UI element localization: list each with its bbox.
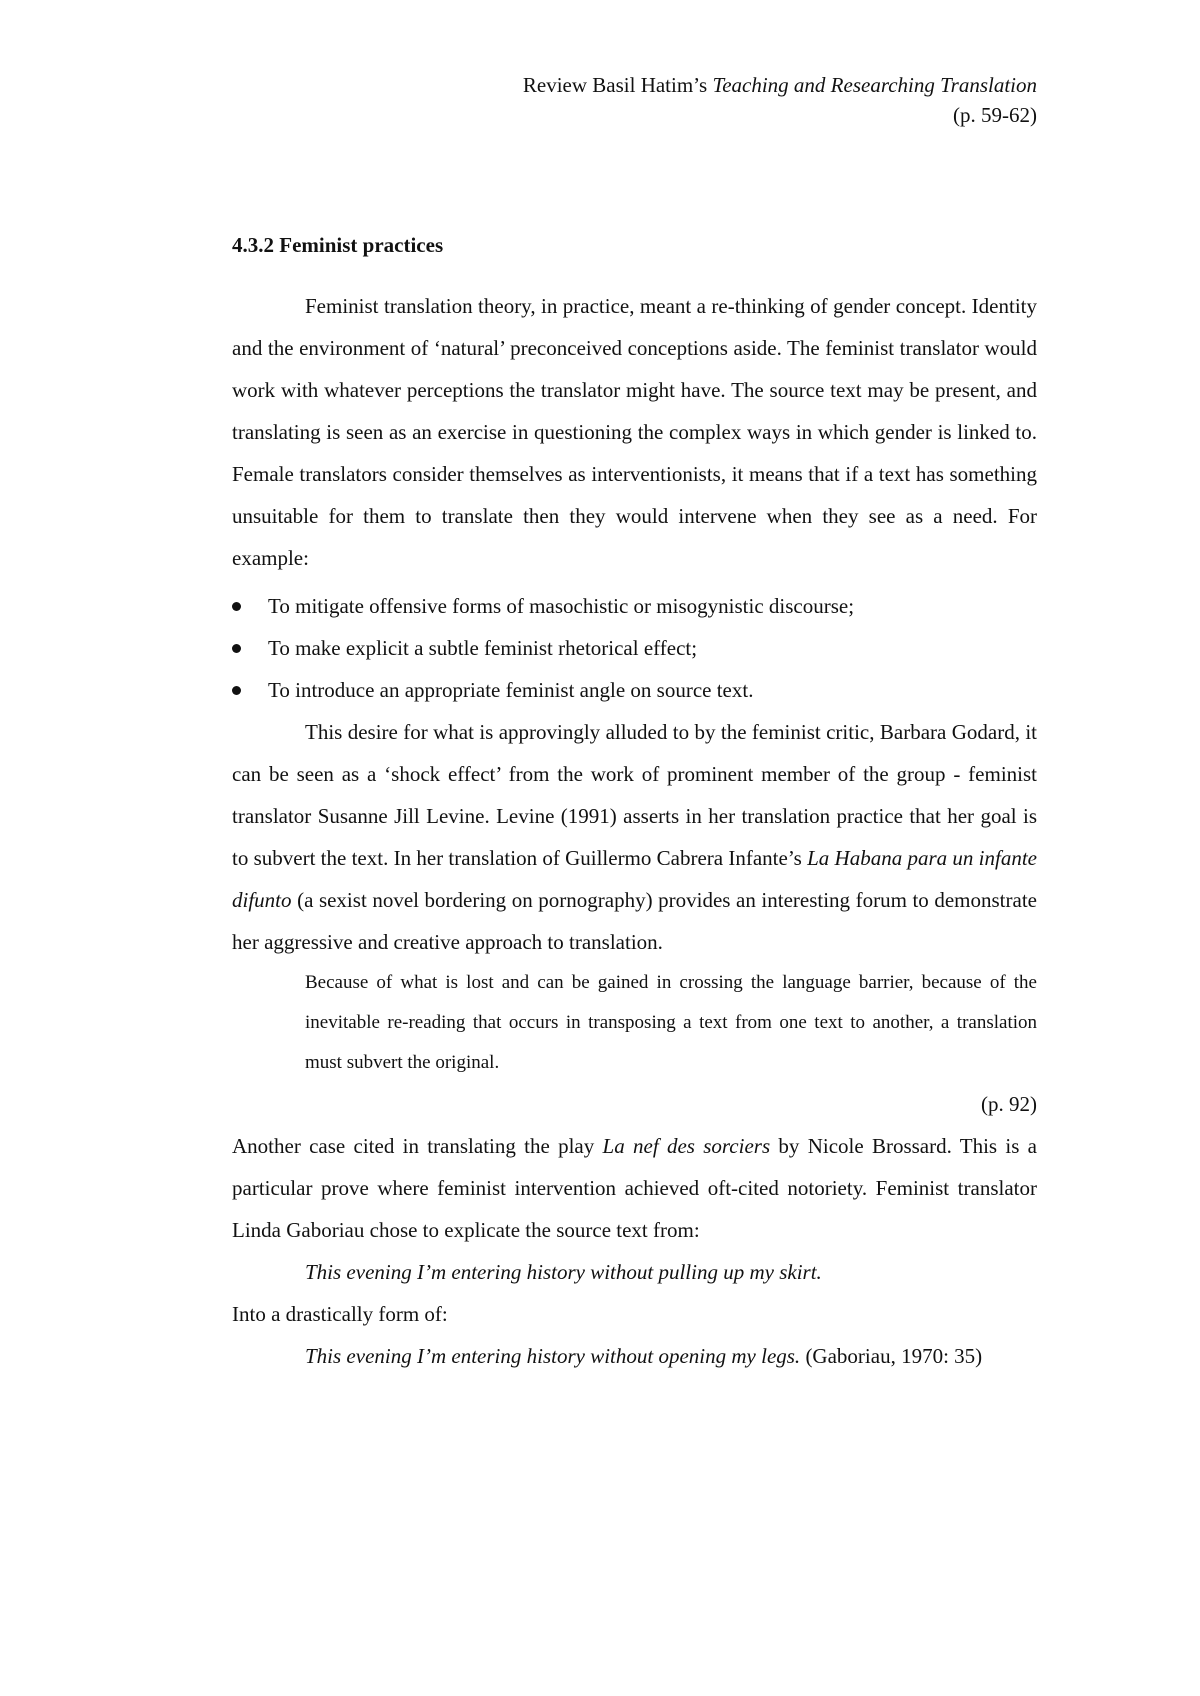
- example-translation-text: This evening I’m entering history without opening my legs.: [305, 1344, 801, 1368]
- example-translation: [305, 1335, 1037, 1377]
- bullet-list: [232, 585, 1037, 711]
- paragraph-2: [232, 711, 1037, 963]
- section-heading: 4.3.2 Feminist practices: [232, 233, 444, 257]
- list-item: [232, 585, 1037, 627]
- list-item-text: To mitigate offensive forms of masochistic or misogynistic discourse;: [268, 594, 855, 618]
- block-quote: Because of what is lost and can be gained in crossing the language barrier, because of the inevitable re-reading that occurs in transposing a text from one text to another, a translation must subvert the original.: [305, 972, 1037, 1073]
- running-header: [523, 70, 1037, 130]
- paragraph-3-part-1: Another case cited in translating the play: [232, 1134, 603, 1158]
- bullet-icon: [232, 602, 241, 611]
- paragraph-3: [232, 1125, 1037, 1251]
- paragraph-1: Feminist translation theory, in practice, meant a re-thinking of gender concept. Identity and the environment of ‘natural’ preconceived conceptions aside. The feminist translator would work with whatever perceptions the translator might have. The source text may be present, and translating is seen as an exercise in questioning the complex ways in which gender is linked to. Female translators consider themselves as interventionists, it means that if a text has something unsuitable for them to translate then they would intervene when they see as a need. For example:: [232, 294, 1037, 570]
- list-item: [232, 669, 1037, 711]
- transition-line: Into a drastically form of:: [232, 1302, 448, 1326]
- list-item-text: To introduce an appropriate feminist angle on source text.: [268, 678, 754, 702]
- list-item: [232, 627, 1037, 669]
- list-item-text: To make explicit a subtle feminist rhetorical effect;: [268, 636, 698, 660]
- quote-citation: (p. 92): [981, 1092, 1037, 1116]
- header-line-1: [523, 70, 1037, 100]
- header-prefix: Review Basil Hatim’s: [522, 73, 713, 97]
- paragraph-2-part-2: (a sexist novel bordering on pornography) provides an interesting forum to demonstrate her aggressive and creative approach to translation.: [232, 888, 1037, 954]
- bullet-icon: [232, 686, 241, 695]
- example-source-text: This evening I’m entering history without pulling up my skirt.: [305, 1260, 822, 1284]
- header-book-title: Teaching and Researching Translation: [712, 73, 1037, 97]
- example-source: [305, 1251, 1037, 1293]
- example-citation: (Gaboriau, 1970: 35): [800, 1344, 983, 1368]
- header-line-2: (p. 59-62): [953, 103, 1037, 127]
- paragraph-3-part-2: by Nicole Brossard. This is a particular prove where feminist intervention achieved oft-cited notoriety. Feminist translator Linda Gaboriau chose to explicate the source text from:: [232, 1134, 1037, 1242]
- novel-title: La Habana para un infante difunto: [232, 846, 1037, 912]
- body-text: [232, 285, 1037, 1377]
- play-title: La nef des sorciers: [602, 1134, 771, 1158]
- bullet-icon: [232, 644, 241, 653]
- paragraph-2-part-1: This desire for what is approvingly alluded to by the feminist critic, Barbara Godard, it can be seen as a ‘shock effect’ from the work of prominent member of the group - feminist translator Susanne Jill Levine. Levine (1991) asserts in her translation practice that her goal is to subvert the text. In her translation of Guillermo Cabrera Infante’s: [232, 720, 1037, 870]
